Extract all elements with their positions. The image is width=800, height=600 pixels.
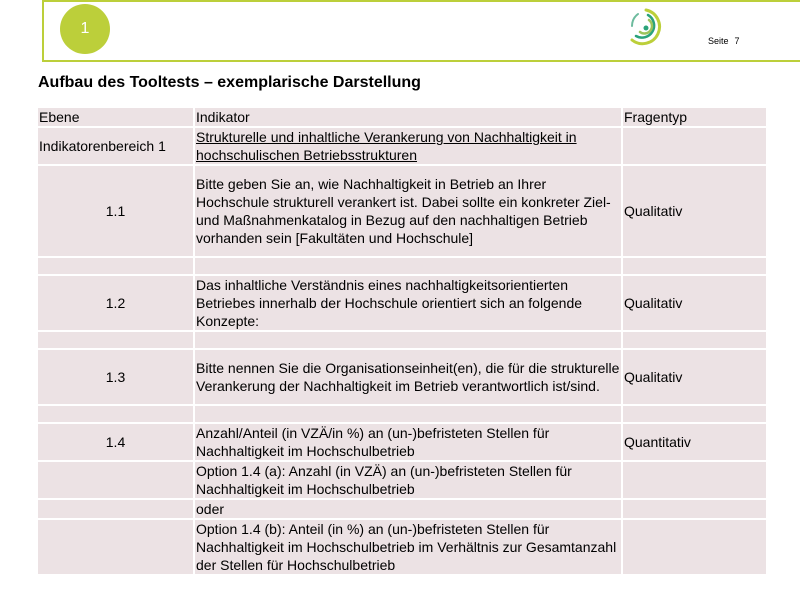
cell-indikator: Strukturelle und inhaltliche Verankerung von Nachhaltigkeit in hochschulischen Betriebsstrukturen <box>195 128 621 164</box>
cell-ebene <box>38 500 193 518</box>
page-indicator <box>708 36 746 46</box>
header-indikator: Indikator <box>195 108 621 126</box>
cell-indikator: Anzahl/Anteil (in VZÄ/in %) an (un-)befristeten Stellen für Nachhaltigkeit im Hochschulbetrieb <box>195 424 621 460</box>
cell-fragentyp <box>623 500 766 518</box>
frame-top-line <box>42 0 800 2</box>
cell-ebene: 1.3 <box>38 350 193 404</box>
table-row <box>38 424 766 460</box>
frame-bottom-line <box>42 60 800 62</box>
slide-number: 1 <box>80 20 90 37</box>
page-number: 7 <box>734 36 740 46</box>
page-label: Seite <box>708 36 729 46</box>
cell-fragentyp: Qualitativ <box>623 350 766 404</box>
cell-ebene: Indikatorenbereich 1 <box>38 128 193 164</box>
spacer-row <box>38 406 766 422</box>
spacer-row <box>38 332 766 348</box>
cell-indikator: oder <box>195 500 621 518</box>
swirl-logo-icon <box>624 4 668 52</box>
cell-fragentyp: Qualitativ <box>623 276 766 330</box>
indicator-table <box>36 106 768 576</box>
cell-ebene <box>38 520 193 574</box>
slide-number-badge <box>60 4 110 54</box>
cell-indikator: Das inhaltliche Verständnis eines nachhaltigkeitsorientierten Betriebes innerhalb der Hochschule orientiert sich an folgende Konzepte: <box>195 276 621 330</box>
cell-indikator: Option 1.4 (a): Anzahl (in VZÄ) an (un-)befristeten Stellen für Nachhaltigkeit im Hochschulbetrieb <box>195 462 621 498</box>
cell-fragentyp <box>623 128 766 164</box>
cell-fragentyp <box>623 462 766 498</box>
table-row <box>38 166 766 256</box>
table-row <box>38 500 766 518</box>
table-row <box>38 276 766 330</box>
cell-indikator: Bitte nennen Sie die Organisationseinheit(en), die für die strukturelle Verankerung der Nachhaltigkeit im Betrieb verantwortlich ist/sind. <box>195 350 621 404</box>
cell-ebene: 1.4 <box>38 424 193 460</box>
table-row <box>38 520 766 574</box>
cell-fragentyp: Qualitativ <box>623 166 766 256</box>
cell-ebene: 1.1 <box>38 166 193 256</box>
table-row <box>38 462 766 498</box>
table-header-row <box>38 108 766 126</box>
header-ebene: Ebene <box>38 108 193 126</box>
cell-fragentyp <box>623 520 766 574</box>
cell-ebene <box>38 462 193 498</box>
header-fragentyp: Fragentyp <box>623 108 766 126</box>
table-row <box>38 350 766 404</box>
page-title: Aufbau des Tooltests – exemplarische Darstellung <box>38 74 421 91</box>
table-row <box>38 128 766 164</box>
cell-indikator: Bitte geben Sie an, wie Nachhaltigkeit in Betrieb an Ihrer Hochschule strukturell verankert ist. Dabei sollte ein konkreter Ziel- und Maßnahmenkatalog in Bezug auf den nachhaltigen Betrieb vorhanden sein [Fakultäten und Hochschule] <box>195 166 621 256</box>
cell-fragentyp: Quantitativ <box>623 424 766 460</box>
cell-indikator: Option 1.4 (b): Anteil (in %) an (un-)befristeten Stellen für Nachhaltigkeit im Hochschulbetrieb im Verhältnis zur Gesamtanzahl der Stellen für Hochschulbetrieb <box>195 520 621 574</box>
spacer-row <box>38 258 766 274</box>
cell-ebene: 1.2 <box>38 276 193 330</box>
frame-left-line <box>42 0 44 62</box>
